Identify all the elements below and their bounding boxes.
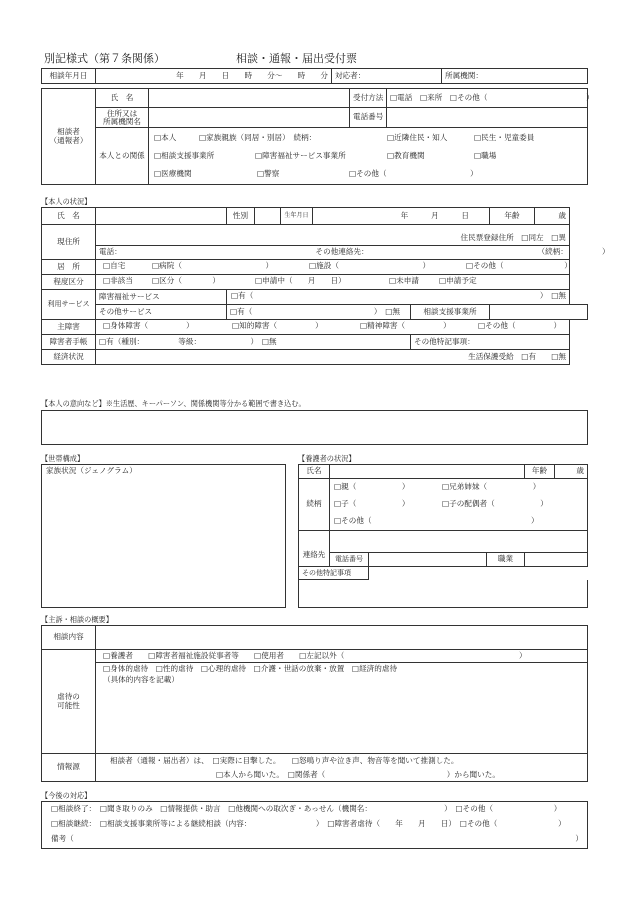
guardian-phone-field[interactable] — [369, 553, 487, 567]
g-rel-other[interactable]: □その他（ ） — [334, 516, 539, 525]
future-box — [41, 801, 588, 849]
person-section-title: 【本人の状況】 — [41, 197, 92, 206]
method-options[interactable]: □電話 □来所 □その他（ ） — [387, 89, 588, 108]
guardian-contact-label: 連絡先 — [299, 531, 330, 567]
welfare-service-field[interactable] — [227, 290, 570, 305]
rel-police[interactable]: □警察 — [257, 169, 280, 178]
residence-label: 居 所 — [42, 260, 96, 275]
guardian-name-label: 氏名 — [299, 465, 330, 479]
level-options — [96, 275, 570, 290]
welfare-service-no[interactable]: ） □無 — [539, 291, 566, 300]
g-rel-sibling[interactable]: □兄弟姉妹（ ） — [442, 482, 541, 491]
welfare-service-label: 障害福祉サービス — [96, 290, 227, 305]
reception-date-label: 相談年月日 — [42, 69, 96, 84]
level-label: 程度区分 — [42, 275, 96, 290]
livelihood-field[interactable]: 生活保護受給 □有 □無 — [96, 350, 570, 365]
staff-field[interactable]: 対応者： — [332, 69, 442, 84]
rel-support-office[interactable]: □相談支援事業所 — [154, 151, 215, 160]
guardian-phone-label: 電話番号 — [330, 553, 369, 567]
level-class[interactable]: □区分（ ） — [152, 276, 220, 285]
guardian-section-title: 【養護者の状況】 — [298, 454, 356, 463]
info-source-options — [96, 754, 588, 782]
consultant-address-label: 住所又は 所属機関名 — [96, 108, 149, 128]
summary-table — [41, 625, 588, 782]
guardian-address-field[interactable] — [330, 531, 588, 553]
welfare-service-yes[interactable]: □有（ — [231, 291, 254, 300]
guardian-job-label: 職業 — [487, 553, 525, 567]
rel-self[interactable]: □本人 — [154, 133, 177, 142]
consultant-name-field[interactable] — [149, 89, 350, 108]
abuse-label: 虐待の 可能性 — [42, 650, 96, 754]
form-title: 相談・通報・届出受付票 — [236, 52, 357, 65]
rel-neighbor[interactable]: □近隣住民・知人 — [387, 133, 448, 142]
special-notes-field[interactable]: その他特記事項： — [411, 335, 570, 350]
handbook-label: 障害者手帳 — [42, 335, 96, 350]
future-end-row[interactable]: □相談終了： □聞き取りのみ □情報提供・助言 □他機関への取次ぎ・あっせん（機関名： ） □その他（ ） — [51, 804, 562, 813]
resident-registration[interactable]: 住民票登録住所 □同左 □異 — [96, 225, 570, 246]
guardian-name-field[interactable] — [330, 465, 525, 479]
info-source-row1[interactable]: 相談者（通報・届出者）は、 □実際に目撃した。 □怒鳴り声や泣き声、物音等を聞いて推測した。 — [110, 756, 459, 765]
guardian-relation-label: 続柄 — [299, 479, 330, 531]
consultant-address-field[interactable] — [149, 108, 350, 128]
address-label: 現住所 — [42, 225, 96, 260]
age-label: 年齢 — [490, 208, 535, 225]
contact-relation-field[interactable]: （続柄： ） — [535, 246, 570, 260]
handbook-field[interactable]: □有（種別： 等級： ） □無 — [96, 335, 411, 350]
sex-label: 性別 — [227, 208, 255, 225]
support-office-label: 相談支援事業所 — [411, 305, 490, 320]
person-name-field[interactable] — [96, 208, 227, 225]
consultant-phone-label: 電話番号 — [350, 108, 387, 128]
residence-other[interactable]: □その他（ ） — [466, 261, 572, 270]
consultant-table — [41, 88, 594, 185]
genogram-label: 家族状況（ジェノグラム） — [46, 466, 137, 475]
guardian-special-field[interactable] — [369, 567, 588, 580]
rel-family[interactable]: □家族親族（同居・別居） 続柄： — [199, 133, 317, 142]
disability-mental[interactable]: □精神障害（ ） — [360, 321, 451, 330]
content-label: 相談内容 — [42, 626, 96, 650]
guardian-age-label: 年齢 — [525, 465, 555, 479]
info-source-row2[interactable]: □本人から聞いた。 □関係者（ ）から聞いた。 — [216, 770, 500, 779]
reception-date-field[interactable]: 年 月 日 時 分〜 時 分 — [96, 69, 332, 84]
level-not-applicable[interactable]: □非該当 — [103, 276, 133, 285]
intent-box[interactable] — [41, 410, 588, 445]
level-planned[interactable]: □申請予定 — [439, 276, 477, 285]
relation-options — [149, 128, 588, 185]
sex-field[interactable] — [255, 208, 281, 225]
residence-hospital[interactable]: □病院（ ） — [152, 261, 274, 270]
household-section-title: 【世帯構成】 — [41, 454, 85, 463]
person-name-label: 氏 名 — [42, 208, 96, 225]
future-section-title: 【今後の対応】 — [41, 791, 92, 800]
consultant-group-label: 相談者 （通報者） — [42, 89, 96, 185]
birth-field[interactable]: 年 月 日 — [313, 208, 490, 225]
guardian-job-field[interactable] — [525, 553, 588, 567]
service-label: 利用サービス — [42, 290, 96, 320]
residence-facility[interactable]: □施設（ ） — [309, 261, 431, 270]
age-field[interactable]: 歳 — [535, 208, 570, 225]
reception-table — [41, 68, 588, 84]
residence-home[interactable]: □自宅 — [103, 261, 126, 270]
person-table — [41, 207, 610, 365]
future-remarks-label[interactable]: 備考（ — [51, 834, 74, 843]
g-rel-parent[interactable]: □親（ ） — [334, 482, 410, 491]
g-rel-child[interactable]: □子（ ） — [334, 499, 410, 508]
guardian-special-label: その他特記事項 — [299, 567, 369, 580]
disability-intellectual[interactable]: □知的障害（ ） — [232, 321, 323, 330]
guardian-special-area[interactable] — [299, 580, 588, 608]
economy-label: 経済状況 — [42, 350, 96, 365]
rel-other[interactable]: □その他（ ） — [349, 169, 478, 178]
level-applying[interactable]: □申請中（ 月 日） — [255, 276, 346, 285]
disability-physical[interactable]: □身体障害（ ） — [103, 321, 194, 330]
birth-label: 生年月日 — [281, 208, 313, 225]
intent-section-title: 【本人の意向など】※生活歴、キーパーソン、関係機関等分かる範囲で書き込む。 — [41, 399, 306, 408]
residence-options — [96, 260, 570, 275]
form-header — [44, 52, 357, 67]
level-not-applied[interactable]: □未申請 — [389, 276, 419, 285]
disability-other[interactable]: □その他（ ） — [478, 321, 562, 330]
other-service-field[interactable]: □有（ ） □無 — [227, 305, 411, 320]
guardian-table — [298, 464, 588, 608]
consultant-phone-field[interactable] — [387, 108, 588, 128]
info-source-label: 情報源 — [42, 754, 96, 782]
rel-welfare-office[interactable]: □障害福祉サービス事業所 — [255, 151, 346, 160]
abuse-details-field[interactable]: （具体的内容を記載） — [96, 676, 588, 754]
abuse-types[interactable]: □身体的虐待 □性的虐待 □心理的虐待 □介護・世話の放棄・放置 □経済的虐待 — [96, 663, 588, 676]
genogram-box[interactable] — [41, 464, 286, 608]
other-contact-field[interactable]: その他連絡先： — [313, 246, 535, 260]
disability-label: 主障害 — [42, 320, 96, 335]
guardian-age-field[interactable]: 歳 — [555, 465, 588, 479]
disability-options — [96, 320, 570, 335]
rel-medical[interactable]: □医療機関 — [154, 169, 192, 178]
rel-education[interactable]: □教育機関 — [387, 151, 425, 160]
content-field[interactable] — [96, 626, 588, 650]
future-remarks-end: ） — [575, 834, 583, 843]
summary-section-title: 【主訴・相談の概要】 — [41, 615, 113, 624]
form-number: 別記様式（第７条関係） — [44, 52, 165, 65]
relation-label: 本人との関係 — [96, 128, 149, 185]
rel-workplace[interactable]: □職場 — [474, 151, 497, 160]
abuser-options[interactable]: □養護者 □障害者福祉施設従事者等 □使用者 □左記以外（ ） — [96, 650, 588, 663]
future-continue-row[interactable]: □相談継続： □相談支援事業所等による継続相談（内容： ） □障害者虐待（ 年 月 日） □その他（ ） — [51, 819, 566, 828]
rel-welfare-commissioner[interactable]: □民生・児童委員 — [474, 133, 535, 142]
g-rel-child-spouse[interactable]: □子の配偶者（ ） — [442, 499, 548, 508]
guardian-relation-options — [330, 479, 588, 531]
method-label: 受付方法 — [350, 89, 387, 108]
consultant-name-label: 氏 名 — [96, 89, 149, 108]
other-service-label: その他サービス — [96, 305, 227, 320]
support-office-field[interactable] — [490, 305, 588, 320]
agency-field[interactable]: 所属機関： — [442, 69, 588, 84]
person-phone-field[interactable]: 電話： — [96, 246, 313, 260]
